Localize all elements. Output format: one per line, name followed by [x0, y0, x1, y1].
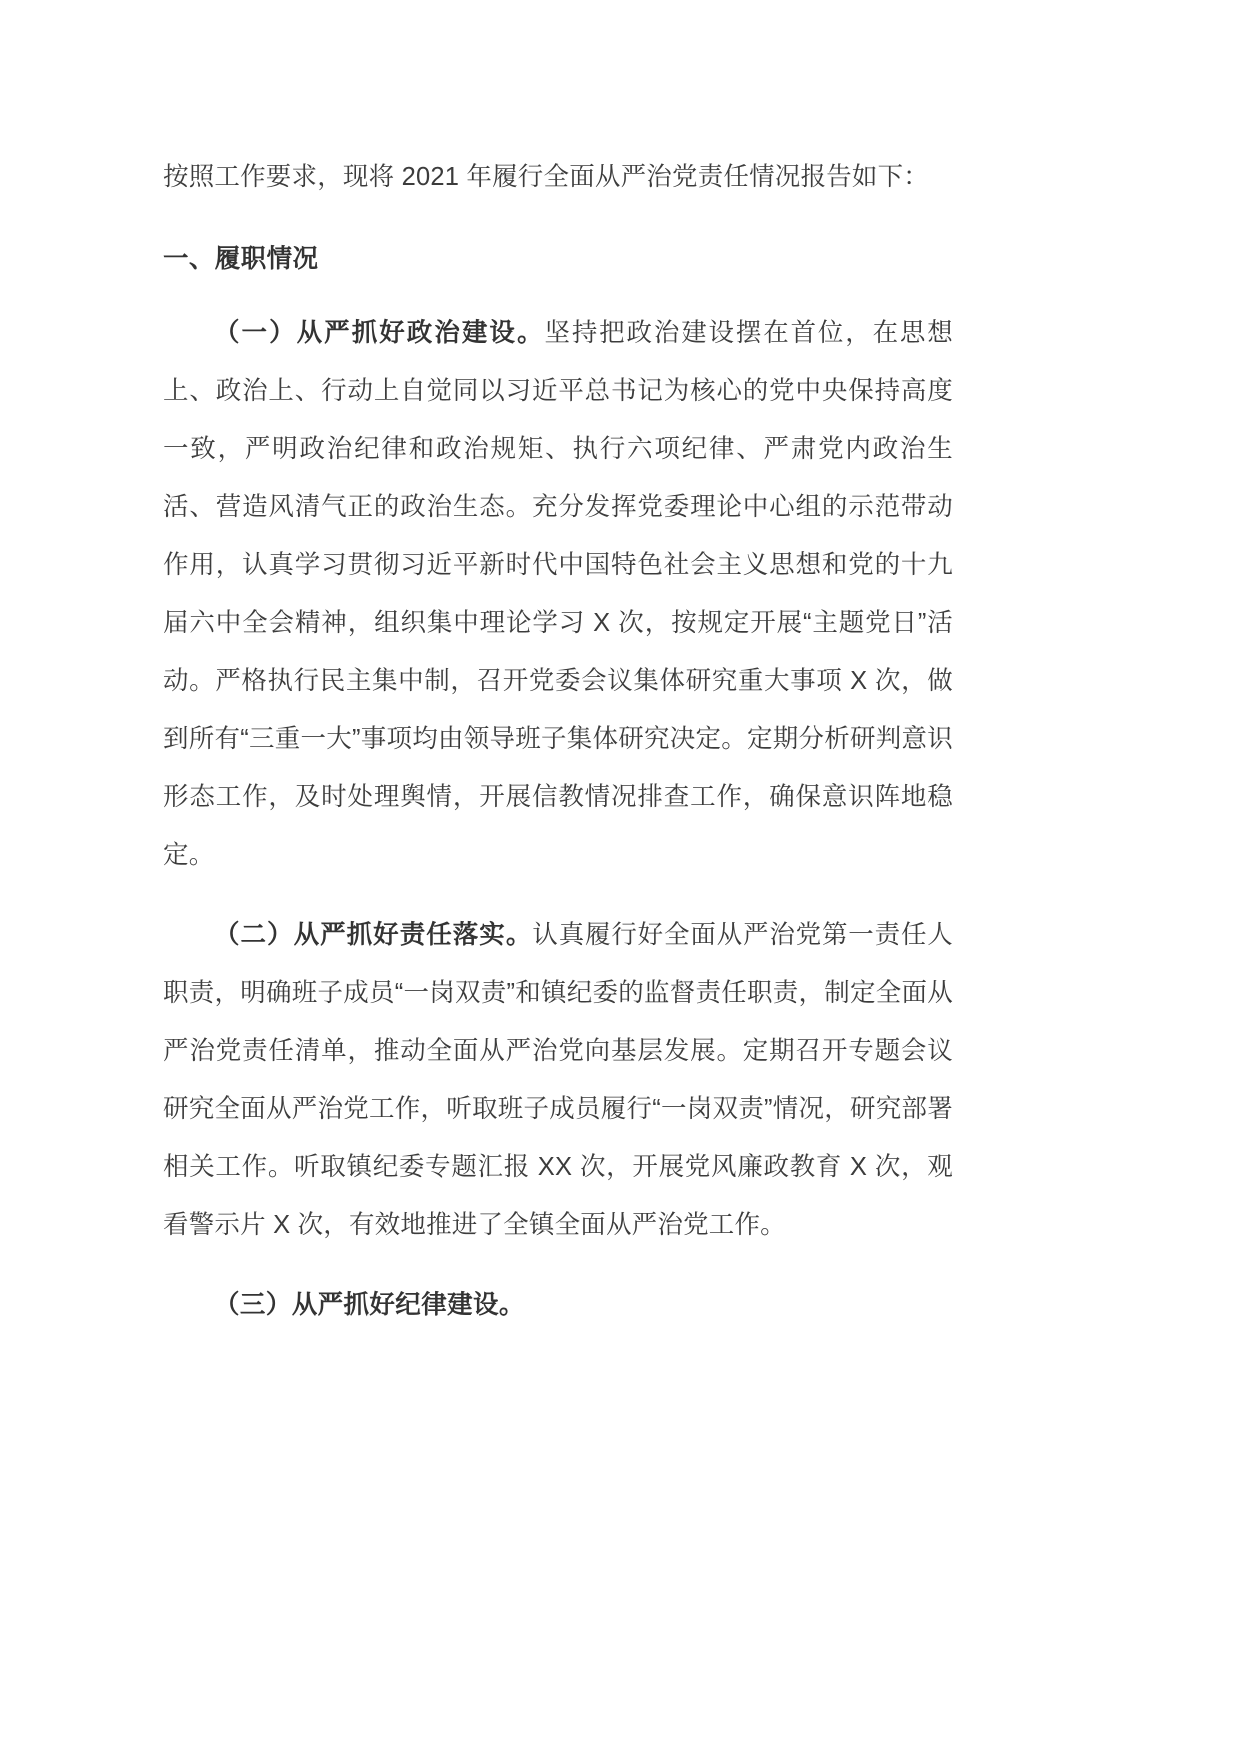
subsection-two-body: 认真履行好全面从严治党第一责任人职责，明确班子成员“一岗双责”和镇纪委的监督责任职责，制定全面从严治党责任清单，推动全面从严治党向基层发展。定期召开专题会议研究全面从严治党工作，听取班子成员履行“一岗双责”情况，研究部署相关工作。听取镇纪委专题汇报 XX 次，开展党风廉政教育 X 次，观看警示片 X 次，有效地推进了全镇全面从严治党工作。 — [163, 921, 953, 1239]
intro-paragraph: 按照工作要求，现将 2021 年履行全面从严治党责任情况报告如下： — [163, 163, 929, 191]
subsection-three-paragraph — [163, 1276, 953, 1334]
subsection-two-paragraph — [163, 906, 953, 1254]
subsection-one-body: 坚持把政治建设摆在首位，在思想上、政治上、行动上自觉同以习近平总书记为核心的党中央保持高度一致，严明政治纪律和政治规矩、执行六项纪律、严肃党内政治生活、营造风清气正的政治生态。充分发挥党委理论中心组的示范带动作用，认真学习贯彻习近平新时代中国特色社会主义思想和党的十九届六中全会精神，组织集中理论学习 X 次，按规定开展“主题党日”活动。严格执行民主集中制，召开党委会议集体研究重大事项 X 次，做到所有“三重一大”事项均由领导班子集体研究决定。定期分析研判意识形态工作，及时处理舆情，开展信教情况排查工作，确保意识阵地稳定。 — [163, 319, 953, 869]
subsection-one-paragraph — [163, 304, 953, 884]
subsection-one — [163, 304, 953, 884]
subsection-two-label: （二）从严抓好责任落实。 — [214, 921, 533, 949]
subsection-one-label: （一）从严抓好政治建设。 — [214, 319, 545, 347]
subsection-three-label: （三）从严抓好纪律建设。 — [214, 1291, 525, 1319]
subsection-two — [163, 906, 953, 1254]
section-heading-one: 一、履职情况 — [163, 245, 319, 273]
subsection-three — [163, 1276, 953, 1334]
document-content — [163, 148, 953, 1334]
